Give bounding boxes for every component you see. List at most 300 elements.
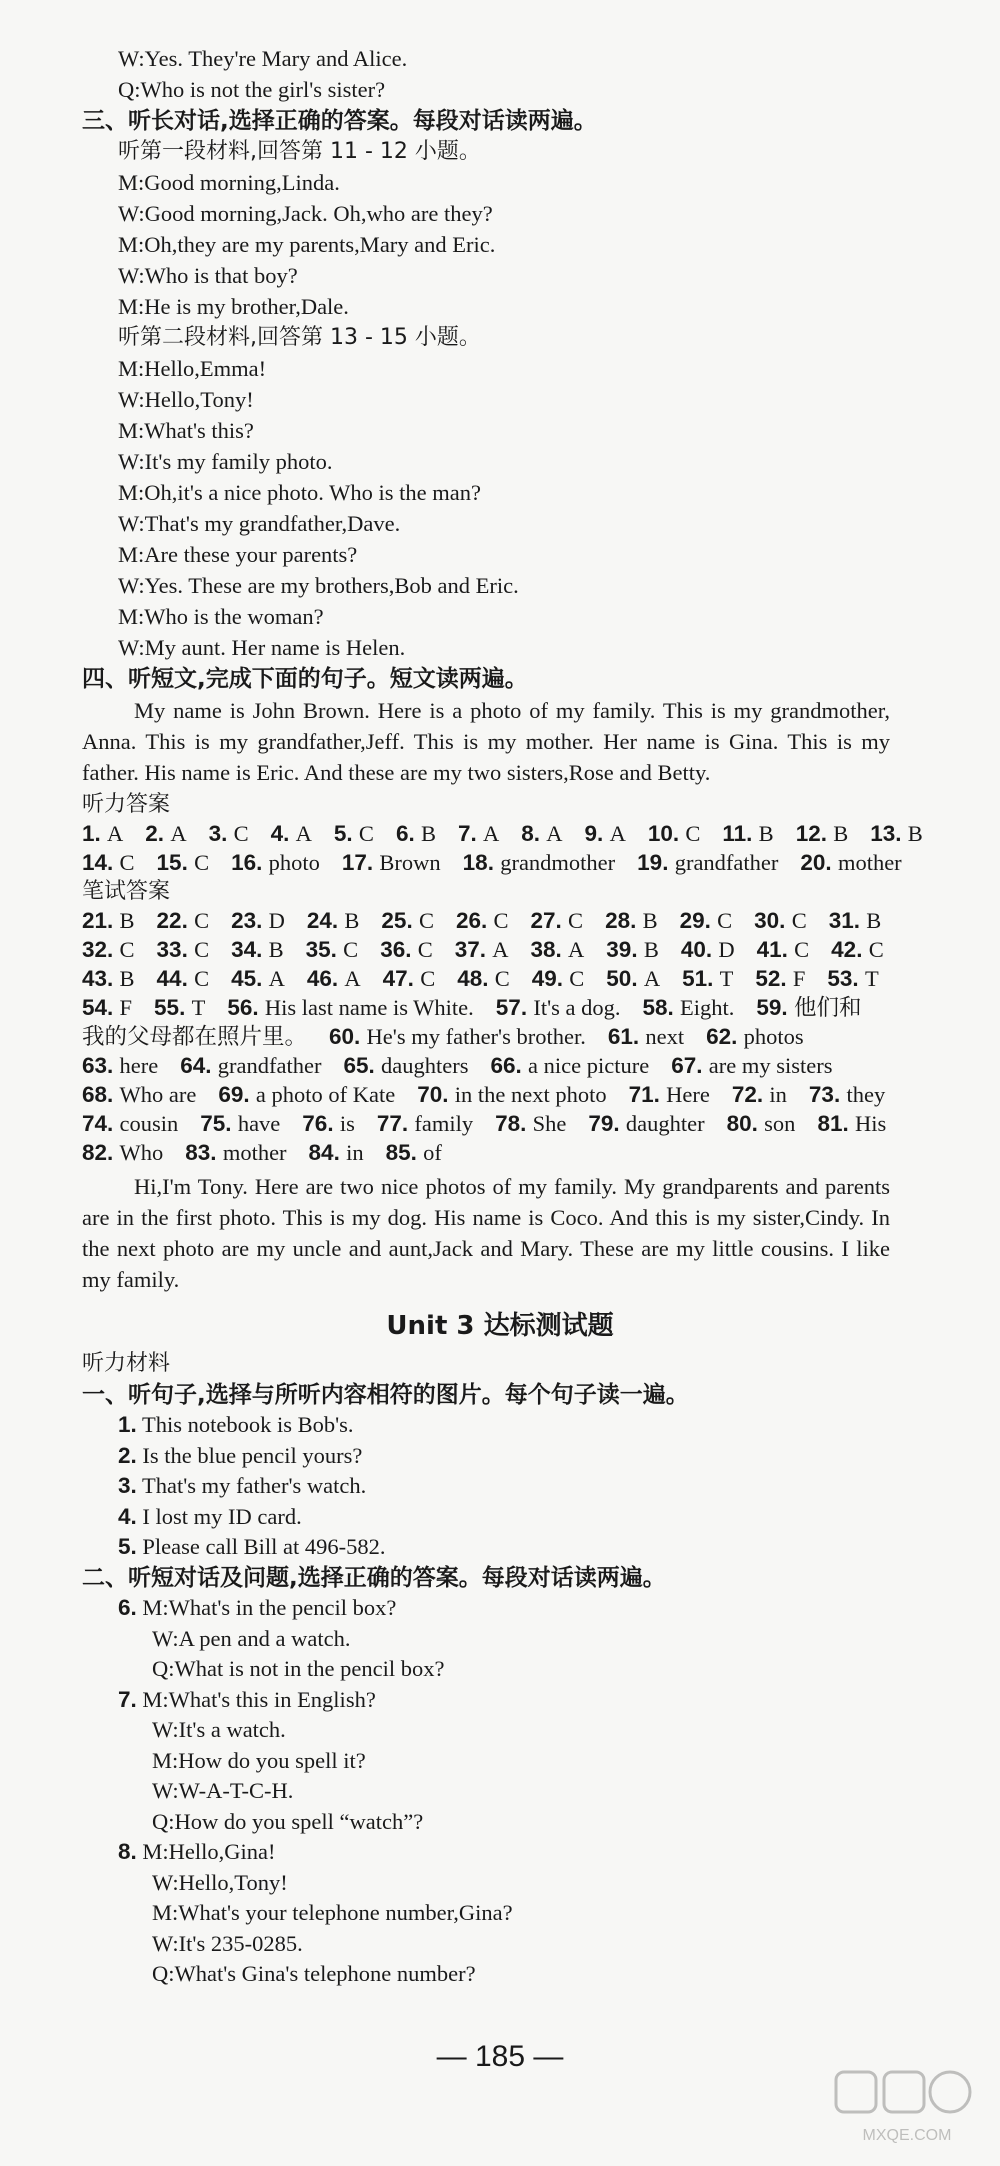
answer-item xyxy=(531,908,584,933)
question-number: 21. xyxy=(82,908,120,933)
question-number: 66. xyxy=(490,1053,529,1078)
question-number: 9. xyxy=(584,821,610,846)
question-text: M:What's in the pencil box? xyxy=(136,1595,397,1620)
answer-text: C xyxy=(417,937,433,962)
sub-heading: 听第二段材料,回答第 13 - 15 小题。 xyxy=(118,325,481,350)
answer-text: of xyxy=(423,1140,442,1165)
answer-text: B xyxy=(833,821,849,846)
question-number: 34. xyxy=(231,937,269,962)
question-number: 63. xyxy=(82,1053,120,1078)
answer-row xyxy=(82,964,901,994)
answer-item xyxy=(496,995,621,1020)
answer-text: A xyxy=(170,821,187,846)
answer-text: here xyxy=(119,1053,159,1078)
answer-item xyxy=(82,908,135,933)
answer-item xyxy=(209,821,249,846)
answer-item xyxy=(671,1053,832,1078)
answer-item xyxy=(458,821,499,846)
answer-item xyxy=(157,937,210,962)
answer-text: T xyxy=(719,966,734,991)
question-number: 80. xyxy=(726,1111,765,1136)
question-number: 64. xyxy=(180,1053,218,1078)
answer-text: D xyxy=(718,937,735,962)
answer-text: A xyxy=(483,821,500,846)
question-number: 77. xyxy=(376,1111,415,1136)
question-number: 65. xyxy=(343,1053,382,1078)
answer-item xyxy=(307,908,360,933)
answer-item xyxy=(756,995,861,1020)
answer-text: B xyxy=(907,821,923,846)
answer-item xyxy=(306,937,359,962)
answer-item xyxy=(82,1053,158,1078)
dialogue-line xyxy=(118,1502,302,1532)
answer-text: A xyxy=(643,966,661,991)
answer-text: in xyxy=(769,1082,787,1107)
question-number: 17. xyxy=(341,850,380,875)
question-number: 84. xyxy=(308,1140,347,1165)
sub-heading: 听力材料 xyxy=(82,1351,171,1376)
question-number: 43. xyxy=(82,966,120,991)
answer-text: C xyxy=(119,937,135,962)
dialogue-line: W:W-A-T-C-H. xyxy=(152,1778,294,1803)
answer-text: A xyxy=(609,821,626,846)
dialogue-line: W:It's a watch. xyxy=(152,1717,286,1742)
question-number: 6. xyxy=(118,1595,137,1620)
answer-text: photos xyxy=(743,1024,804,1049)
dialogue-line xyxy=(118,1441,362,1471)
question-number: 49. xyxy=(531,966,570,991)
question-number: 60. xyxy=(329,1024,367,1049)
answer-item xyxy=(343,1053,468,1078)
answer-text: F xyxy=(792,966,806,991)
answer-item xyxy=(817,1111,886,1136)
answer-item xyxy=(231,966,285,991)
question-number: 1. xyxy=(82,821,108,846)
question-number: 41. xyxy=(756,937,795,962)
answer-item xyxy=(643,995,735,1020)
question-number: 7. xyxy=(118,1686,137,1712)
answer-row xyxy=(82,1080,907,1110)
answer-item xyxy=(532,966,585,991)
answer-text: B xyxy=(642,908,658,933)
question-number: 47. xyxy=(382,966,421,991)
answer-text: son xyxy=(764,1111,796,1136)
answer-item xyxy=(82,1024,307,1049)
question-number: 82. xyxy=(82,1140,120,1165)
answer-item xyxy=(180,1053,321,1078)
answer-text: C xyxy=(418,908,434,933)
answer-text: in xyxy=(346,1140,364,1165)
answer-item xyxy=(491,1053,650,1078)
answer-text: Eight. xyxy=(680,995,735,1020)
answer-row xyxy=(82,848,924,878)
answer-item xyxy=(648,821,701,846)
dialogue-line: W:It's 235-0285. xyxy=(152,1930,303,1956)
answer-item xyxy=(200,1111,280,1136)
question-number: 35. xyxy=(305,937,344,962)
answer-item xyxy=(754,908,807,933)
dialogue-line: M:What's this? xyxy=(118,418,254,443)
answer-text: 我的父母都在照片里。 xyxy=(82,1024,308,1049)
answer-item xyxy=(800,850,901,875)
question-number: 4. xyxy=(270,821,296,846)
question-number: 33. xyxy=(156,937,195,962)
answer-item xyxy=(456,908,509,933)
answer-item xyxy=(231,850,320,875)
answer-item xyxy=(495,1111,566,1136)
answer-text: are my sisters xyxy=(708,1053,833,1078)
answer-item xyxy=(309,1140,364,1165)
question-number: 23. xyxy=(231,908,269,933)
answer-text: T xyxy=(191,995,206,1020)
answer-item xyxy=(722,821,773,846)
question-number: 50. xyxy=(606,966,644,991)
answer-text: His xyxy=(854,1111,887,1136)
answer-text: B xyxy=(119,966,135,991)
dialogue-line xyxy=(118,1837,276,1867)
answer-text: a nice picture xyxy=(528,1053,650,1078)
answer-row xyxy=(82,935,906,965)
question-text: That's my father's watch. xyxy=(136,1473,367,1498)
answer-row xyxy=(82,906,903,936)
answer-item xyxy=(870,821,923,846)
question-number: 70. xyxy=(417,1082,455,1107)
dialogue-line: M:Who is the woman? xyxy=(118,604,324,629)
answer-text: Who are xyxy=(119,1082,197,1107)
answer-text: B xyxy=(643,937,659,962)
question-text: M:Hello,Gina! xyxy=(136,1839,276,1864)
answer-item xyxy=(302,1111,355,1136)
question-number: 14. xyxy=(82,850,120,875)
question-number: 53. xyxy=(827,966,865,991)
answer-item xyxy=(380,937,433,962)
answer-item xyxy=(154,995,205,1020)
answer-text: C xyxy=(493,908,509,933)
question-number: 40. xyxy=(680,937,719,962)
answer-text: B xyxy=(420,821,436,846)
question-number: 79. xyxy=(588,1111,626,1136)
passage-paragraph: My name is John Brown. Here is a photo of my family. This is my grandmother, Anna. This is my grandfather,Jeff. This is my mother. Her name is Gina. This is my father. His name is Eric. And these are my two sisters,Rose and Betty. xyxy=(82,698,890,785)
answer-text: Brown xyxy=(379,850,441,875)
question-number: 7. xyxy=(457,821,484,846)
answer-item xyxy=(329,1024,586,1049)
answer-item xyxy=(417,1082,606,1107)
question-number: 75. xyxy=(200,1111,238,1136)
dialogue-line: Q:Who is not the girl's sister? xyxy=(118,77,386,102)
answer-text: daughters xyxy=(381,1053,469,1078)
answer-item xyxy=(82,1111,178,1136)
passage-paragraph: Hi,I'm Tony. Here are two nice photos of my family. My grandparents and parents are in the first photo. This is my dog. His name is Coco. And this is my sister,Cindy. In the next photo are my uncle and aunt,Jack and Mary. These are my little cousins. I like my family. xyxy=(82,1174,890,1292)
answer-item xyxy=(386,1140,442,1165)
question-text: Please call Bill at 496-582. xyxy=(136,1534,386,1559)
question-number: 8. xyxy=(118,1839,137,1864)
answer-row xyxy=(82,1138,464,1168)
question-number: 55. xyxy=(154,995,192,1020)
dialogue-line xyxy=(118,1471,366,1501)
question-text: M:What's this in English? xyxy=(136,1686,376,1712)
answer-text: C xyxy=(568,908,584,933)
answer-item xyxy=(455,937,509,962)
question-number: 2. xyxy=(145,821,171,846)
dialogue-line xyxy=(118,1593,396,1623)
answer-item xyxy=(82,1082,196,1107)
question-number: 36. xyxy=(380,937,418,962)
answer-text: Who xyxy=(119,1140,164,1165)
question-number: 67. xyxy=(671,1053,709,1078)
question-number: 2. xyxy=(118,1442,137,1468)
answer-item xyxy=(82,937,135,962)
answer-row xyxy=(82,1109,908,1139)
answer-text: His last name is White. xyxy=(264,995,474,1020)
answer-item xyxy=(585,821,626,846)
answer-item xyxy=(145,821,186,846)
question-number: 45. xyxy=(231,966,269,991)
question-text: This notebook is Bob's. xyxy=(136,1412,354,1437)
question-number: 13. xyxy=(870,821,908,846)
answer-item xyxy=(588,1111,704,1136)
question-number: 44. xyxy=(156,966,195,991)
answer-item xyxy=(457,966,510,991)
dialogue-line: M:Oh,it's a nice photo. Who is the man? xyxy=(118,480,481,505)
answer-text: A xyxy=(107,821,124,846)
question-number: 15. xyxy=(156,850,195,875)
answer-text: C xyxy=(569,966,585,991)
dialogue-line: M:Hello,Emma! xyxy=(118,356,267,381)
answer-item xyxy=(637,850,778,875)
answer-item xyxy=(383,966,436,991)
answer-item xyxy=(681,937,735,962)
question-number: 58. xyxy=(642,995,681,1020)
answer-item xyxy=(682,966,733,991)
answer-item xyxy=(831,937,884,962)
dialogue-line: Q:What's Gina's telephone number? xyxy=(152,1961,476,1986)
answer-text: C xyxy=(194,908,210,933)
answer-item xyxy=(706,1024,804,1049)
answer-text: Here xyxy=(666,1082,710,1107)
dialogue-line: Q:What is not in the pencil box? xyxy=(152,1656,445,1681)
answer-text: C xyxy=(791,908,807,933)
answer-text: have xyxy=(237,1111,281,1136)
section-heading: 四、听短文,完成下面的句子。短文读两遍。 xyxy=(82,666,528,692)
answer-text: C xyxy=(119,850,135,875)
answer-text: C xyxy=(494,966,510,991)
answer-item xyxy=(755,966,805,991)
answer-item xyxy=(727,1111,796,1136)
answer-item xyxy=(82,821,123,846)
question-number: 38. xyxy=(530,937,569,962)
dialogue-line: W:My aunt. Her name is Helen. xyxy=(118,635,406,660)
question-number: 12. xyxy=(795,821,834,846)
answer-text: they xyxy=(846,1082,886,1107)
question-number: 68. xyxy=(82,1082,120,1107)
answer-item xyxy=(157,966,210,991)
dialogue-line xyxy=(118,1410,354,1440)
answer-item xyxy=(827,966,878,991)
answer-item xyxy=(271,821,312,846)
section-heading: 一、听句子,选择与所听内容相符的图片。每个句子读一遍。 xyxy=(82,1381,689,1408)
answer-item xyxy=(606,937,659,962)
question-number: 72. xyxy=(731,1082,770,1107)
answer-text: next xyxy=(645,1024,685,1049)
answer-text: C xyxy=(194,850,210,875)
answer-text: photo xyxy=(268,850,320,875)
sub-heading: 听第一段材料,回答第 11 - 12 小题。 xyxy=(118,139,481,164)
answer-item xyxy=(377,1111,473,1136)
answer-item xyxy=(829,908,882,933)
answer-text: C xyxy=(868,937,884,962)
question-number: 83. xyxy=(185,1140,223,1165)
question-number: 74. xyxy=(82,1111,120,1136)
answer-text: is xyxy=(339,1111,355,1136)
answers-heading: 笔试答案 xyxy=(82,879,171,904)
question-number: 1. xyxy=(118,1412,137,1437)
answer-item xyxy=(82,966,135,991)
dialogue-line: W:Yes. They're Mary and Alice. xyxy=(118,46,408,71)
question-number: 32. xyxy=(82,937,120,962)
question-number: 27. xyxy=(530,908,569,933)
answer-item xyxy=(82,995,132,1020)
answer-item xyxy=(809,1082,885,1107)
question-number: 56. xyxy=(227,995,265,1020)
answer-text: C xyxy=(717,908,733,933)
answer-item xyxy=(521,821,562,846)
answer-text: A xyxy=(344,966,361,991)
answer-text: F xyxy=(119,995,133,1020)
question-number: 25. xyxy=(381,908,419,933)
dialogue-line xyxy=(118,1685,376,1715)
question-number: 48. xyxy=(457,966,495,991)
question-number: 26. xyxy=(455,908,494,933)
answer-text: C xyxy=(194,937,210,962)
answer-text: C xyxy=(420,966,436,991)
answer-text: in the next photo xyxy=(454,1082,607,1107)
answer-text: She xyxy=(532,1111,567,1136)
question-number: 22. xyxy=(156,908,195,933)
answer-text: He's my father's brother. xyxy=(366,1024,586,1049)
answer-item xyxy=(381,908,434,933)
answer-item xyxy=(307,966,361,991)
answer-item xyxy=(608,1024,684,1049)
question-number: 62. xyxy=(706,1024,744,1049)
answer-item xyxy=(231,908,285,933)
question-number: 10. xyxy=(647,821,686,846)
answer-item xyxy=(82,850,135,875)
question-number: 4. xyxy=(118,1503,137,1529)
answer-text: C xyxy=(233,821,249,846)
answer-item xyxy=(531,937,585,962)
dialogue-line: W:It's my family photo. xyxy=(118,449,333,474)
answer-text: mother xyxy=(222,1140,287,1165)
dialogue-line: W:A pen and a watch. xyxy=(152,1625,351,1651)
answer-text: C xyxy=(685,821,701,846)
answer-text: mother xyxy=(837,850,902,875)
dialogue-line: W:Good morning,Jack. Oh,who are they? xyxy=(118,201,493,226)
question-number: 54. xyxy=(82,995,120,1020)
answer-text: cousin xyxy=(119,1111,179,1136)
answer-text: B xyxy=(119,908,135,933)
question-number: 29. xyxy=(679,908,718,933)
dialogue-line: M:What's your telephone number,Gina? xyxy=(152,1900,513,1925)
answer-item xyxy=(157,908,210,933)
answer-text: C xyxy=(794,937,810,962)
answer-text: A xyxy=(295,821,312,846)
dialogue-line: W:Yes. These are my brothers,Bob and Eric. xyxy=(118,573,519,598)
answer-item xyxy=(82,1140,163,1165)
question-number: 19. xyxy=(637,850,675,875)
answer-item xyxy=(629,1082,710,1107)
answer-text: a photo of Kate xyxy=(255,1082,396,1107)
answer-text: family xyxy=(414,1111,474,1136)
answer-item xyxy=(157,850,210,875)
question-number: 71. xyxy=(628,1082,667,1107)
answer-item xyxy=(227,995,473,1020)
question-number: 57. xyxy=(495,995,534,1020)
answer-text: A xyxy=(568,937,585,962)
answer-row xyxy=(82,993,883,1023)
svg-text:MXQE.COM: MXQE.COM xyxy=(862,2127,952,2144)
dialogue-line: W:Hello,Tony! xyxy=(118,387,254,412)
question-number: 46. xyxy=(306,966,345,991)
question-number: 42. xyxy=(831,937,869,962)
dialogue-line: M:How do you spell it? xyxy=(152,1747,366,1773)
answer-item xyxy=(396,821,436,846)
answer-row xyxy=(82,1051,854,1081)
answer-item xyxy=(231,937,284,962)
question-number: 37. xyxy=(454,937,493,962)
dialogue-line: M:He is my brother,Dale. xyxy=(118,294,349,319)
question-number: 11. xyxy=(722,821,759,846)
question-text: Is the blue pencil yours? xyxy=(136,1442,363,1468)
question-number: 8. xyxy=(521,821,547,846)
dialogue-line xyxy=(118,1532,385,1562)
answer-text: It's a dog. xyxy=(533,995,621,1020)
answer-item xyxy=(605,908,658,933)
answer-item xyxy=(757,937,810,962)
answer-text: grandfather xyxy=(217,1053,322,1078)
answer-text: grandfather xyxy=(674,850,779,875)
question-number: 73. xyxy=(808,1082,847,1107)
dialogue-line: W:Hello,Tony! xyxy=(152,1869,288,1895)
question-number: 52. xyxy=(755,966,793,991)
answer-text: T xyxy=(864,966,879,991)
answer-text: B xyxy=(268,937,284,962)
question-number: 30. xyxy=(754,908,792,933)
question-number: 76. xyxy=(302,1111,340,1136)
answer-item xyxy=(218,1082,395,1107)
question-number: 5. xyxy=(333,821,359,846)
answer-item xyxy=(680,908,733,933)
dialogue-line: M:Good morning,Linda. xyxy=(118,170,340,195)
answer-item xyxy=(342,850,441,875)
dialogue-line: W:Who is that boy? xyxy=(118,263,298,288)
answer-row xyxy=(82,819,945,849)
dialogue-line: M:Are these your parents? xyxy=(118,542,358,567)
answer-item xyxy=(185,1140,286,1165)
section-heading: 二、听短对话及问题,选择正确的答案。每段对话读两遍。 xyxy=(82,1564,666,1591)
question-number: 31. xyxy=(828,908,867,933)
question-number: 3. xyxy=(118,1473,137,1498)
dialogue-line: Q:How do you spell “watch”? xyxy=(152,1808,424,1834)
answer-text: 他们和 xyxy=(793,995,862,1020)
answer-text: grandmother xyxy=(500,850,616,875)
question-number: 5. xyxy=(118,1534,137,1559)
dialogue-line: M:Oh,they are my parents,Mary and Eric. xyxy=(118,232,496,257)
question-number: 3. xyxy=(208,821,234,846)
question-number: 61. xyxy=(607,1024,646,1049)
section-heading: 三、听长对话,选择正确的答案。每段对话读两遍。 xyxy=(82,108,597,134)
question-text: I lost my ID card. xyxy=(136,1503,302,1529)
question-number: 85. xyxy=(385,1140,424,1165)
